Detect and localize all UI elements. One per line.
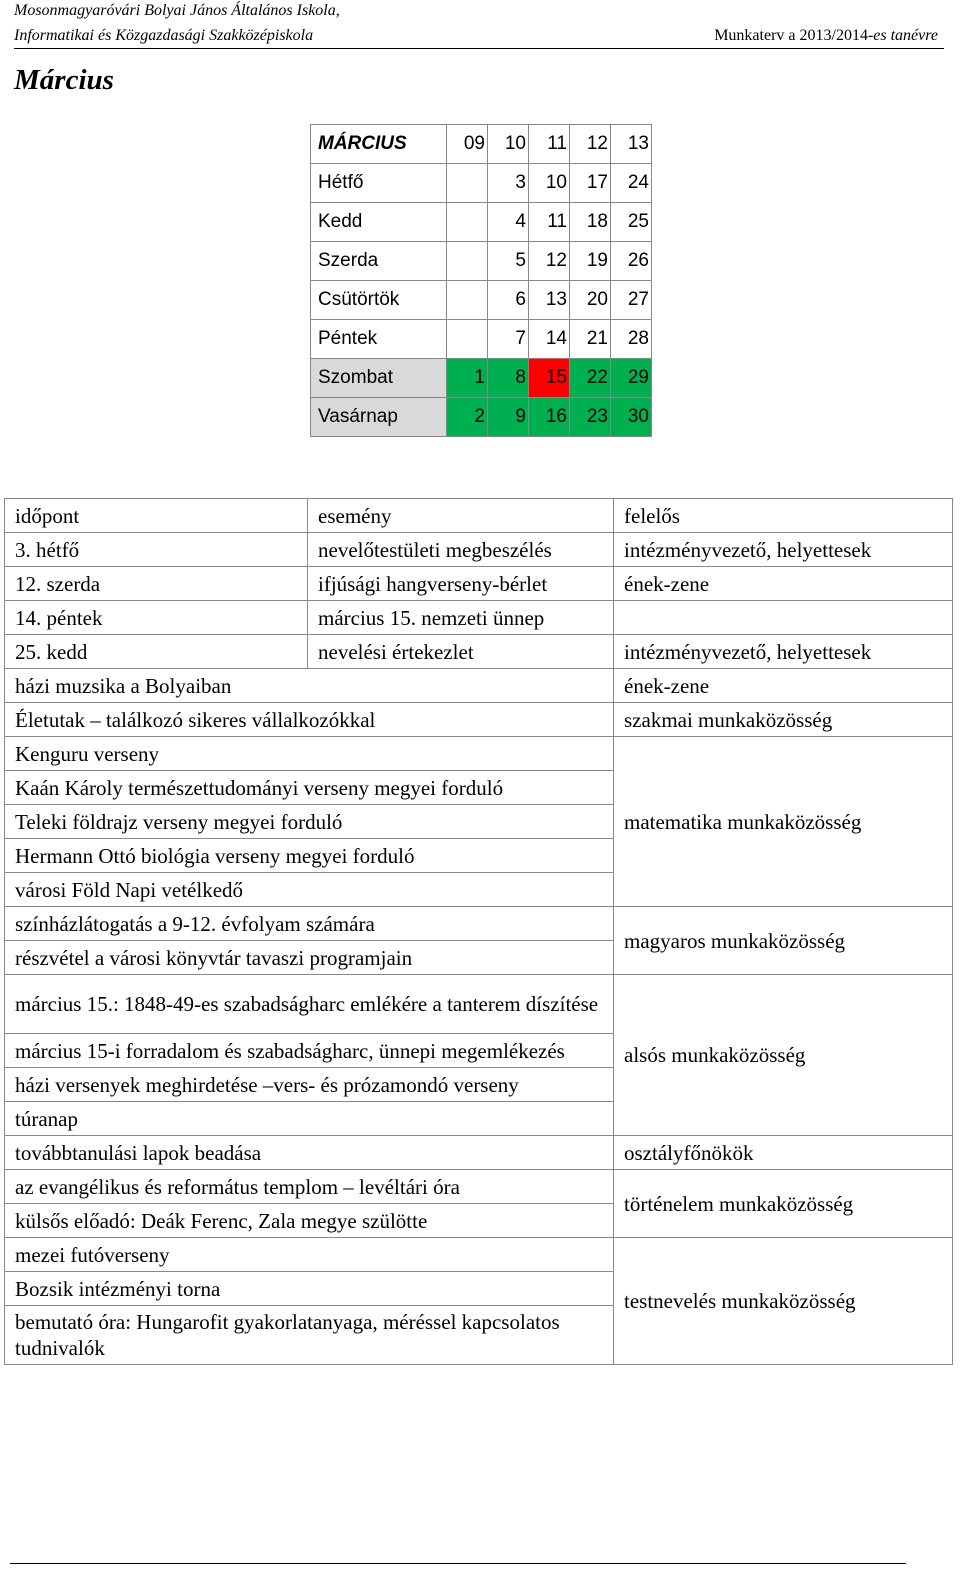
activity-responsible: testnevelés munkaközösség <box>614 1238 953 1365</box>
weekday-label: Csütörtök <box>311 281 447 320</box>
table-row <box>5 1136 953 1170</box>
column-header-date: időpont <box>5 499 308 533</box>
school-name-line2: Informatikai és Közgazdasági Szakközépiskola <box>14 27 314 44</box>
date-cell: 3 <box>488 164 529 203</box>
month-title: Március <box>14 64 114 96</box>
event-responsible: intézményvezető, helyettesek <box>614 635 953 669</box>
calendar-row <box>311 242 652 281</box>
date-cell: 5 <box>488 242 529 281</box>
calendar-row <box>311 164 652 203</box>
weekday-label: Szombat <box>311 359 447 398</box>
date-cell: 12 <box>529 242 570 281</box>
calendar-row <box>311 281 652 320</box>
date-cell: 24 <box>611 164 652 203</box>
weekday-label: Hétfő <box>311 164 447 203</box>
event-name: március 15. nemzeti ünnep <box>308 601 614 635</box>
date-cell: 16 <box>529 398 570 437</box>
date-cell: 27 <box>611 281 652 320</box>
calendar-month-label: MÁRCIUS <box>311 125 447 164</box>
column-header-event: esemény <box>308 499 614 533</box>
activity-item: az evangélikus és református templom – levéltári óra <box>5 1170 614 1204</box>
date-cell: 9 <box>488 398 529 437</box>
activity-item: Életutak – találkozó sikeres vállalkozókkal <box>5 703 614 737</box>
event-date: 12. szerda <box>5 567 308 601</box>
weekday-label: Péntek <box>311 320 447 359</box>
page-header <box>14 2 944 49</box>
date-cell: 23 <box>570 398 611 437</box>
weekday-label: Kedd <box>311 203 447 242</box>
table-row <box>5 1238 953 1272</box>
activity-item: bemutató óra: Hungarofit gyakorlatanyaga, méréssel kapcsolatos tudnivalók <box>5 1306 614 1365</box>
calendar-table <box>310 124 652 437</box>
weekday-label: Vasárnap <box>311 398 447 437</box>
calendar-header-row <box>311 125 652 164</box>
date-cell: 18 <box>570 203 611 242</box>
date-cell: 30 <box>611 398 652 437</box>
school-name-line1: Mosonmagyaróvári Bolyai János Általános Iskola, <box>14 2 340 19</box>
activity-responsible: matematika munkaközösség <box>614 737 953 907</box>
table-row <box>5 703 953 737</box>
event-date: 14. péntek <box>5 601 308 635</box>
document-title-prefix: Munkaterv a 2013/2014- <box>714 27 874 44</box>
event-name: nevelőtestületi megbeszélés <box>308 533 614 567</box>
event-responsible <box>614 601 953 635</box>
event-name: nevelési értekezlet <box>308 635 614 669</box>
date-cell: 10 <box>529 164 570 203</box>
table-row <box>5 601 953 635</box>
event-date: 3. hétfő <box>5 533 308 567</box>
activity-responsible: magyaros munkaközösség <box>614 907 953 975</box>
activity-item: mezei futóverseny <box>5 1238 614 1272</box>
activity-item: Kaán Károly természettudományi verseny megyei forduló <box>5 771 614 805</box>
date-cell: 8 <box>488 359 529 398</box>
table-row <box>5 635 953 669</box>
document-title-italic: es tanévre <box>873 27 938 44</box>
date-cell <box>447 203 488 242</box>
activity-responsible: történelem munkaközösség <box>614 1170 953 1238</box>
week-number: 11 <box>529 125 570 164</box>
activity-responsible: szakmai munkaközösség <box>614 703 953 737</box>
activity-responsible: alsós munkaközösség <box>614 975 953 1136</box>
date-cell: 7 <box>488 320 529 359</box>
activity-item: részvétel a városi könyvtár tavaszi programjain <box>5 941 614 975</box>
calendar-row <box>311 203 652 242</box>
date-cell <box>447 320 488 359</box>
table-row <box>5 737 953 771</box>
activity-item: Teleki földrajz verseny megyei forduló <box>5 805 614 839</box>
date-cell: 21 <box>570 320 611 359</box>
activity-item: Kenguru verseny <box>5 737 614 771</box>
week-number: 13 <box>611 125 652 164</box>
activity-item: Hermann Ottó biológia verseny megyei forduló <box>5 839 614 873</box>
date-cell: 11 <box>529 203 570 242</box>
date-cell: 4 <box>488 203 529 242</box>
event-date: 25. kedd <box>5 635 308 669</box>
date-cell: 1 <box>447 359 488 398</box>
activity-item: külsős előadó: Deák Ferenc, Zala megye szülötte <box>5 1204 614 1238</box>
column-header-responsible: felelős <box>614 499 953 533</box>
date-cell: 17 <box>570 164 611 203</box>
date-cell: 20 <box>570 281 611 320</box>
activity-item: városi Föld Napi vetélkedő <box>5 873 614 907</box>
table-row <box>5 533 953 567</box>
week-number: 09 <box>447 125 488 164</box>
date-cell: 22 <box>570 359 611 398</box>
date-cell: 2 <box>447 398 488 437</box>
calendar-row <box>311 398 652 437</box>
calendar-row <box>311 359 652 398</box>
events-table <box>4 498 953 1365</box>
activity-item: március 15-i forradalom és szabadságharc, ünnepi megemlékezés <box>5 1034 614 1068</box>
activity-item: március 15.: 1848-49-es szabadságharc emlékére a tanterem díszítése <box>5 975 614 1034</box>
date-cell: 13 <box>529 281 570 320</box>
event-responsible: ének-zene <box>614 567 953 601</box>
footer-rule <box>10 1563 906 1564</box>
table-row <box>5 567 953 601</box>
activity-responsible: ének-zene <box>614 669 953 703</box>
date-cell: 25 <box>611 203 652 242</box>
activity-item: továbbtanulási lapok beadása <box>5 1136 614 1170</box>
date-cell: 19 <box>570 242 611 281</box>
activity-item: házi muzsika a Bolyaiban <box>5 669 614 703</box>
date-cell: 6 <box>488 281 529 320</box>
date-cell: 26 <box>611 242 652 281</box>
week-number: 12 <box>570 125 611 164</box>
activity-item: házi versenyek meghirdetése –vers- és prózamondó verseny <box>5 1068 614 1102</box>
events-header-row <box>5 499 953 533</box>
holiday-date-cell: 15 <box>529 359 570 398</box>
activity-item: túranap <box>5 1102 614 1136</box>
activity-responsible: osztályfőnökök <box>614 1136 953 1170</box>
date-cell: 28 <box>611 320 652 359</box>
event-responsible: intézményvezető, helyettesek <box>614 533 953 567</box>
table-row <box>5 907 953 941</box>
event-name: ifjúsági hangverseny-bérlet <box>308 567 614 601</box>
activity-item: Bozsik intézményi torna <box>5 1272 614 1306</box>
date-cell <box>447 242 488 281</box>
date-cell <box>447 281 488 320</box>
table-row <box>5 1170 953 1204</box>
table-row <box>5 975 953 1034</box>
date-cell <box>447 164 488 203</box>
calendar-row <box>311 320 652 359</box>
activity-item: színházlátogatás a 9-12. évfolyam számára <box>5 907 614 941</box>
week-number: 10 <box>488 125 529 164</box>
document-title <box>714 27 938 45</box>
date-cell: 29 <box>611 359 652 398</box>
table-row <box>5 669 953 703</box>
weekday-label: Szerda <box>311 242 447 281</box>
date-cell: 14 <box>529 320 570 359</box>
